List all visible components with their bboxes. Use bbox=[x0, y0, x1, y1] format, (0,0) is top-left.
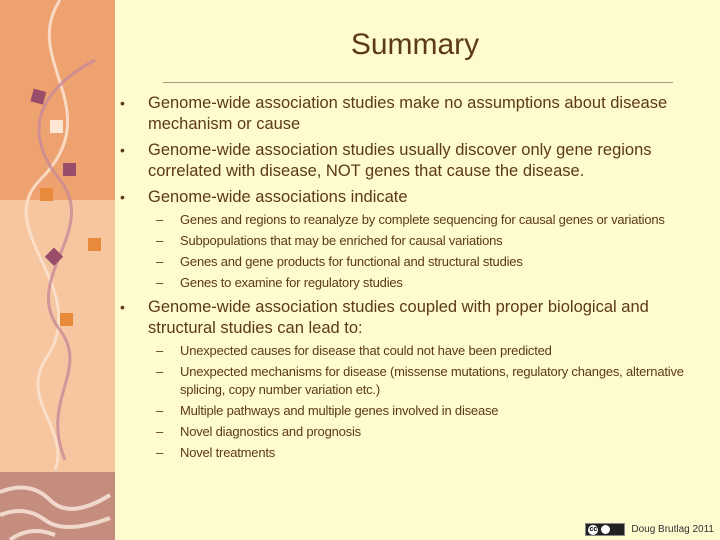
dash-icon: – bbox=[156, 343, 164, 358]
sub-bullet-item bbox=[148, 363, 708, 399]
dash-icon: – bbox=[156, 364, 164, 379]
bullet-item bbox=[118, 140, 708, 182]
sub-bullet-item bbox=[148, 342, 708, 360]
bullet-dot-icon: • bbox=[120, 189, 125, 205]
dash-icon: – bbox=[156, 233, 164, 248]
bullet-dot-icon: • bbox=[120, 142, 125, 158]
bullet-dot-icon: • bbox=[120, 299, 125, 315]
slide-title: Summary bbox=[350, 28, 480, 61]
sub-bullet-item bbox=[148, 274, 708, 292]
sub-bullet-text: Novel treatments bbox=[180, 445, 276, 460]
bullet-text: Genome-wide association studies make no assumptions about disease mechanism or cause bbox=[148, 94, 668, 133]
bullet-item bbox=[118, 187, 708, 292]
sub-bullet-text: Unexpected mechanisms for disease (missense mutations, regulatory changes, alternative splicing, copy number variation etc.) bbox=[180, 364, 684, 397]
dash-icon: – bbox=[156, 254, 164, 269]
sub-bullet-list bbox=[148, 342, 708, 462]
sub-bullet-text: Genes to examine for regulatory studies bbox=[180, 275, 403, 290]
dash-icon: – bbox=[156, 275, 164, 290]
sub-bullet-text: Genes and gene products for functional and structural studies bbox=[180, 254, 523, 269]
sub-bullet-item bbox=[148, 423, 708, 441]
bullet-list bbox=[118, 93, 708, 467]
sub-bullet-list bbox=[148, 211, 708, 292]
title-divider bbox=[163, 82, 673, 83]
dash-icon: – bbox=[156, 424, 164, 439]
sub-bullet-item bbox=[148, 444, 708, 462]
bullet-text: Genome-wide associations indicate bbox=[148, 188, 408, 206]
slide-footer bbox=[585, 523, 714, 536]
dash-icon: – bbox=[156, 212, 164, 227]
sub-bullet-text: Unexpected causes for disease that could not have been predicted bbox=[180, 343, 552, 358]
sub-bullet-item bbox=[148, 253, 708, 271]
decorative-sidebar bbox=[0, 0, 115, 540]
bullet-dot-icon: • bbox=[120, 95, 125, 111]
dna-helix-illustration bbox=[0, 0, 115, 540]
bullet-item bbox=[118, 93, 708, 135]
sub-bullet-item bbox=[148, 402, 708, 420]
bullet-text: Genome-wide association studies coupled with proper biological and structural studies can lead to: bbox=[148, 298, 649, 337]
dash-icon: – bbox=[156, 403, 164, 418]
sub-bullet-item bbox=[148, 232, 708, 250]
sub-bullet-text: Novel diagnostics and prognosis bbox=[180, 424, 361, 439]
sub-bullet-text: Genes and regions to reanalyze by complete sequencing for causal genes or variations bbox=[180, 212, 665, 227]
sub-bullet-text: Multiple pathways and multiple genes involved in disease bbox=[180, 403, 499, 418]
creative-commons-badge-icon: cc bbox=[585, 523, 625, 536]
sub-bullet-item bbox=[148, 211, 708, 229]
dash-icon: – bbox=[156, 445, 164, 460]
author-credit: Doug Brutlag 2011 bbox=[631, 524, 714, 535]
bullet-item bbox=[118, 297, 708, 462]
bullet-text: Genome-wide association studies usually discover only gene regions correlated with disease, NOT genes that cause the disease. bbox=[148, 141, 652, 180]
sub-bullet-text: Subpopulations that may be enriched for causal variations bbox=[180, 233, 503, 248]
